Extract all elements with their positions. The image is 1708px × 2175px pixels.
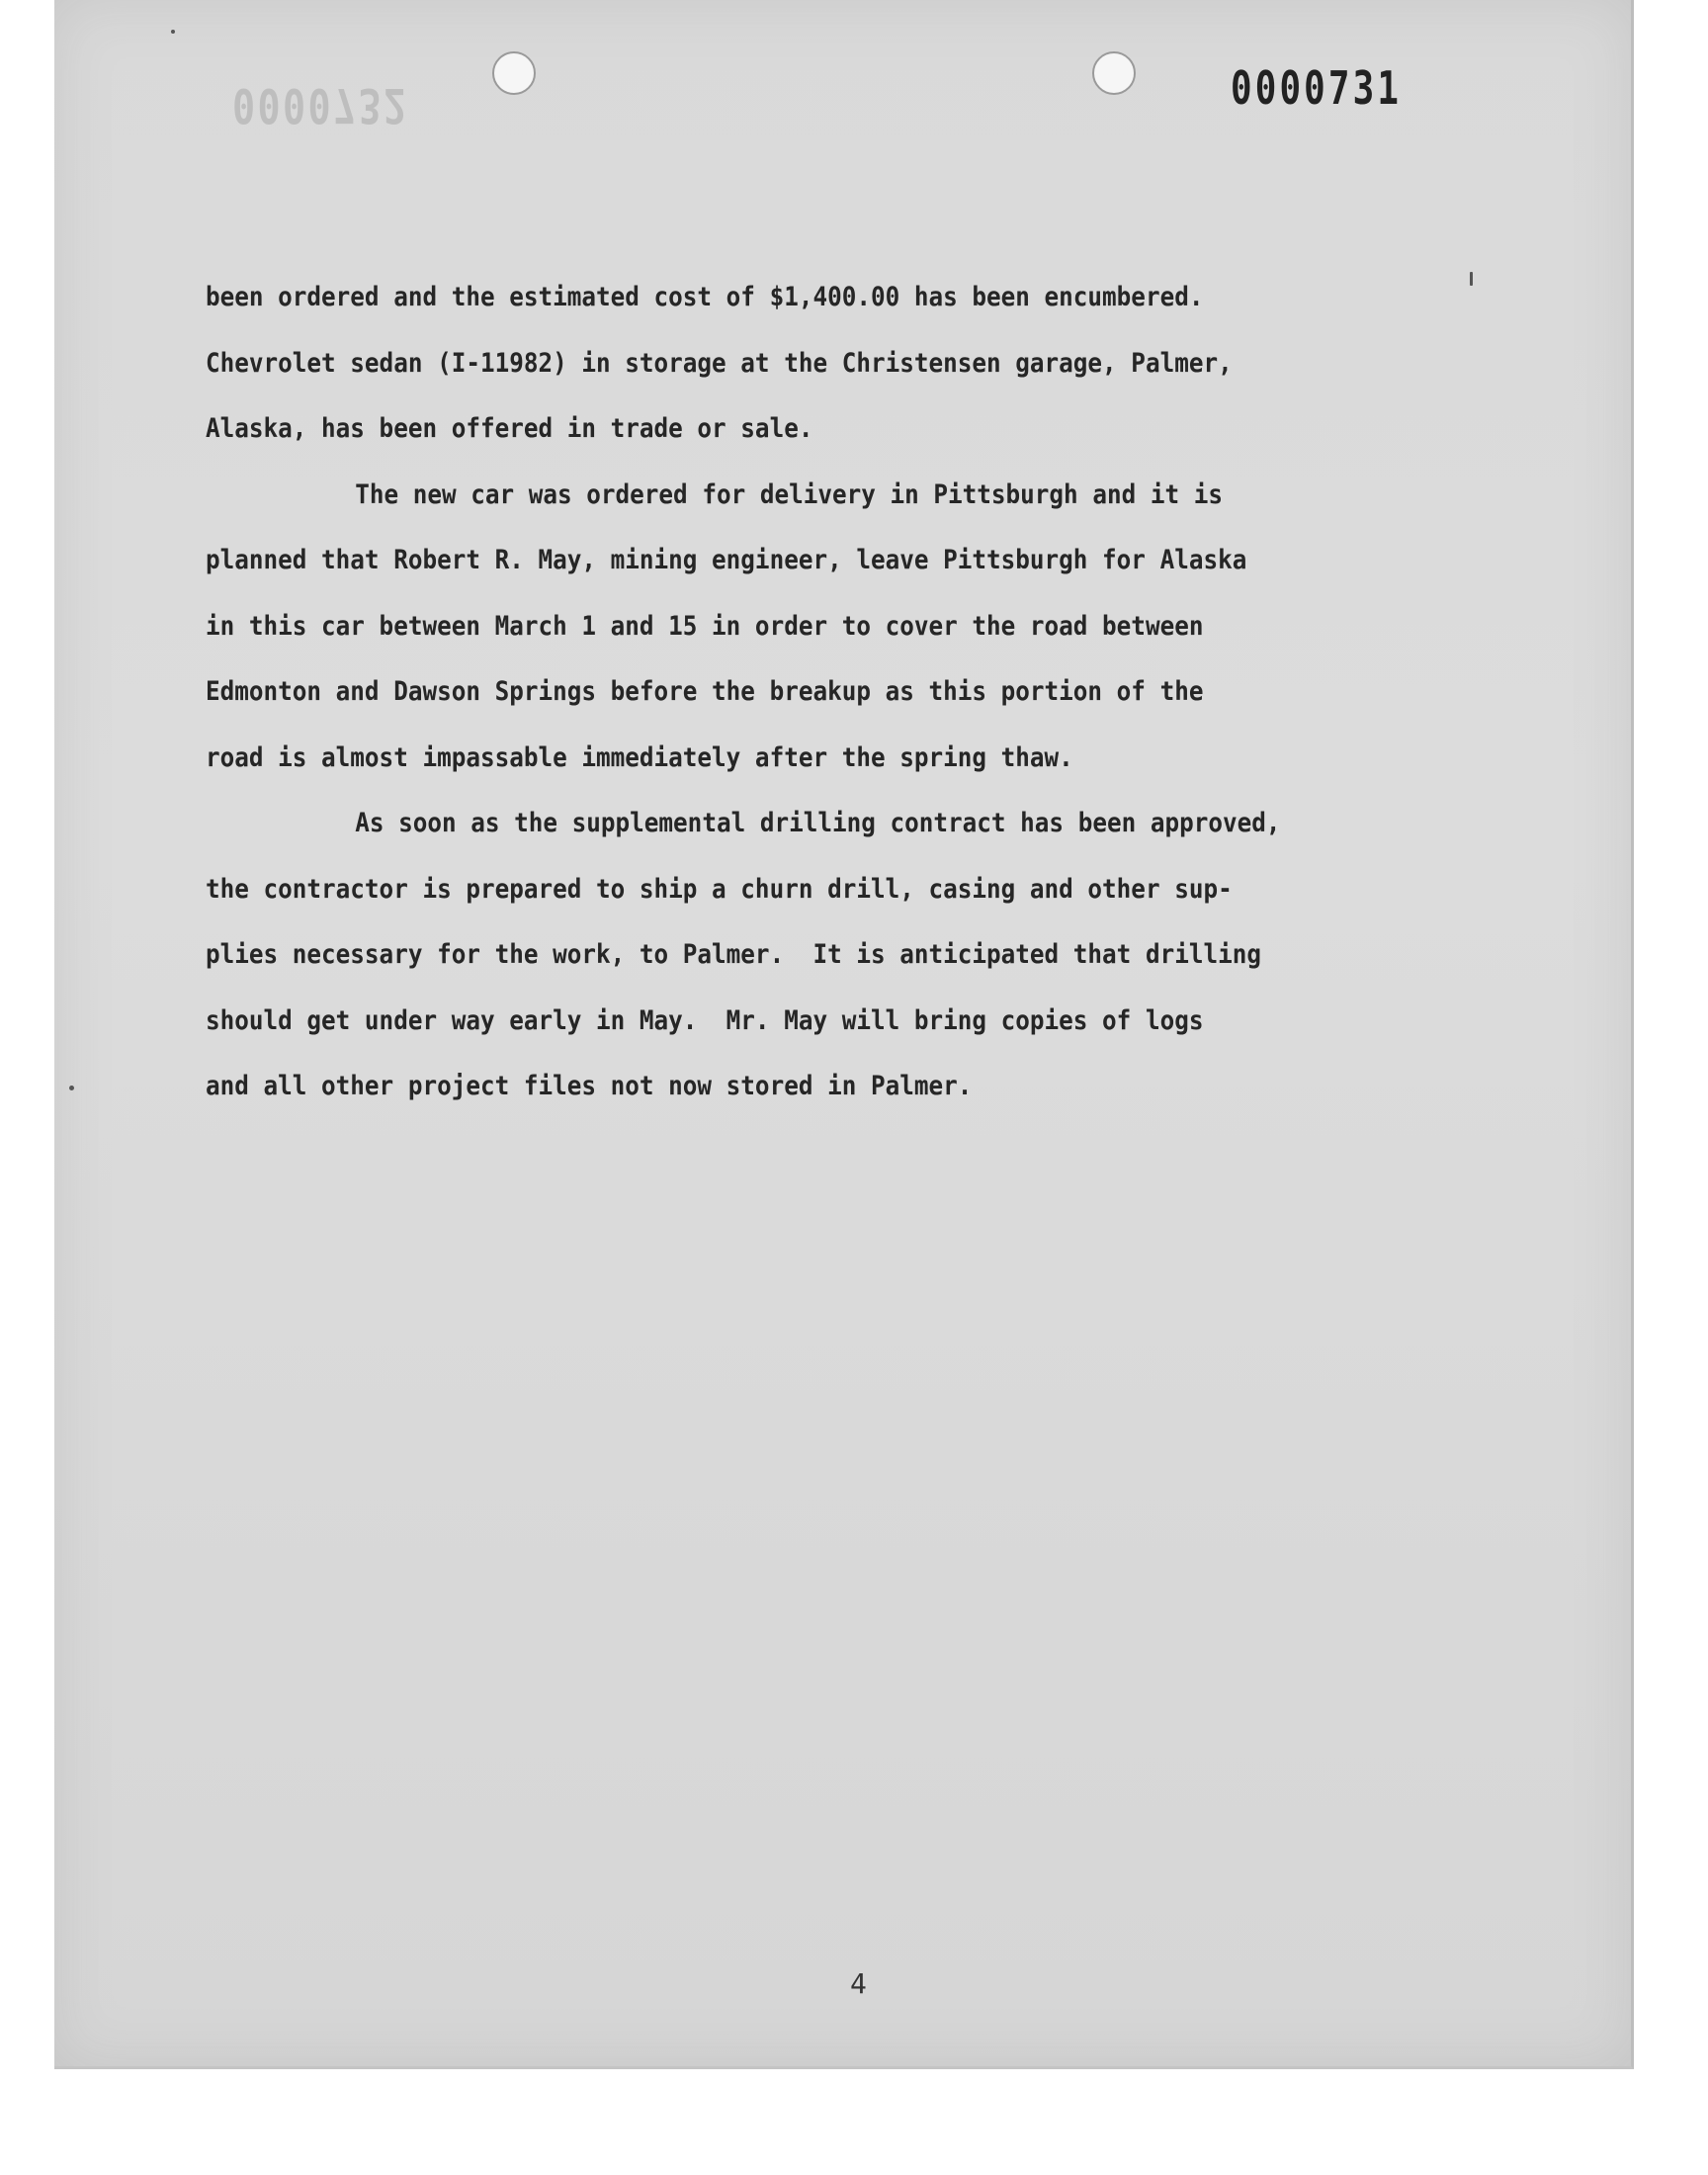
page-number: 4 xyxy=(850,1967,867,2000)
paragraph-2 xyxy=(206,463,1530,792)
document-number: 0000731 xyxy=(1231,61,1403,115)
text-line: been ordered and the estimated cost of $1,400.00 has been encumbered. xyxy=(206,282,1204,312)
text-line: Edmonton and Dawson Springs before the breakup as this portion of the xyxy=(206,676,1204,707)
text-line: and all other project files not now stored in Palmer. xyxy=(206,1071,973,1101)
text-line: plies necessary for the work, to Palmer. It is anticipated that drilling xyxy=(206,939,1261,970)
text-line: road is almost impassable immediately after the spring thaw. xyxy=(206,741,1073,773)
text-line: in this car between March 1 and 15 in order to cover the road between xyxy=(206,610,1204,642)
text-line: Chevrolet sedan (I-11982) in storage at the Christensen garage, Palmer, xyxy=(206,347,1233,379)
letter-body xyxy=(206,265,1530,1120)
scan-speck xyxy=(69,1086,74,1090)
text-line: The new car was ordered for delivery in Pittsburgh and it is xyxy=(355,478,1223,510)
paragraph-3 xyxy=(206,791,1530,1120)
bleed-through-number: 0000732 xyxy=(232,77,409,132)
text-line: Alaska, has been offered in trade or sale. xyxy=(206,413,813,444)
scan-speck xyxy=(171,30,175,34)
text-line: the contractor is prepared to ship a churn drill, casing and other sup- xyxy=(206,873,1233,905)
punch-hole-right xyxy=(1092,51,1136,95)
text-line: planned that Robert R. May, mining engineer, leave Pittsburgh for Alaska xyxy=(206,545,1247,575)
text-line: As soon as the supplemental drilling contract has been approved, xyxy=(355,808,1281,838)
text-line: should get under way early in May. Mr. May will bring copies of logs xyxy=(206,1004,1204,1036)
paragraph-1 xyxy=(206,265,1530,463)
punch-hole-left xyxy=(492,51,536,95)
